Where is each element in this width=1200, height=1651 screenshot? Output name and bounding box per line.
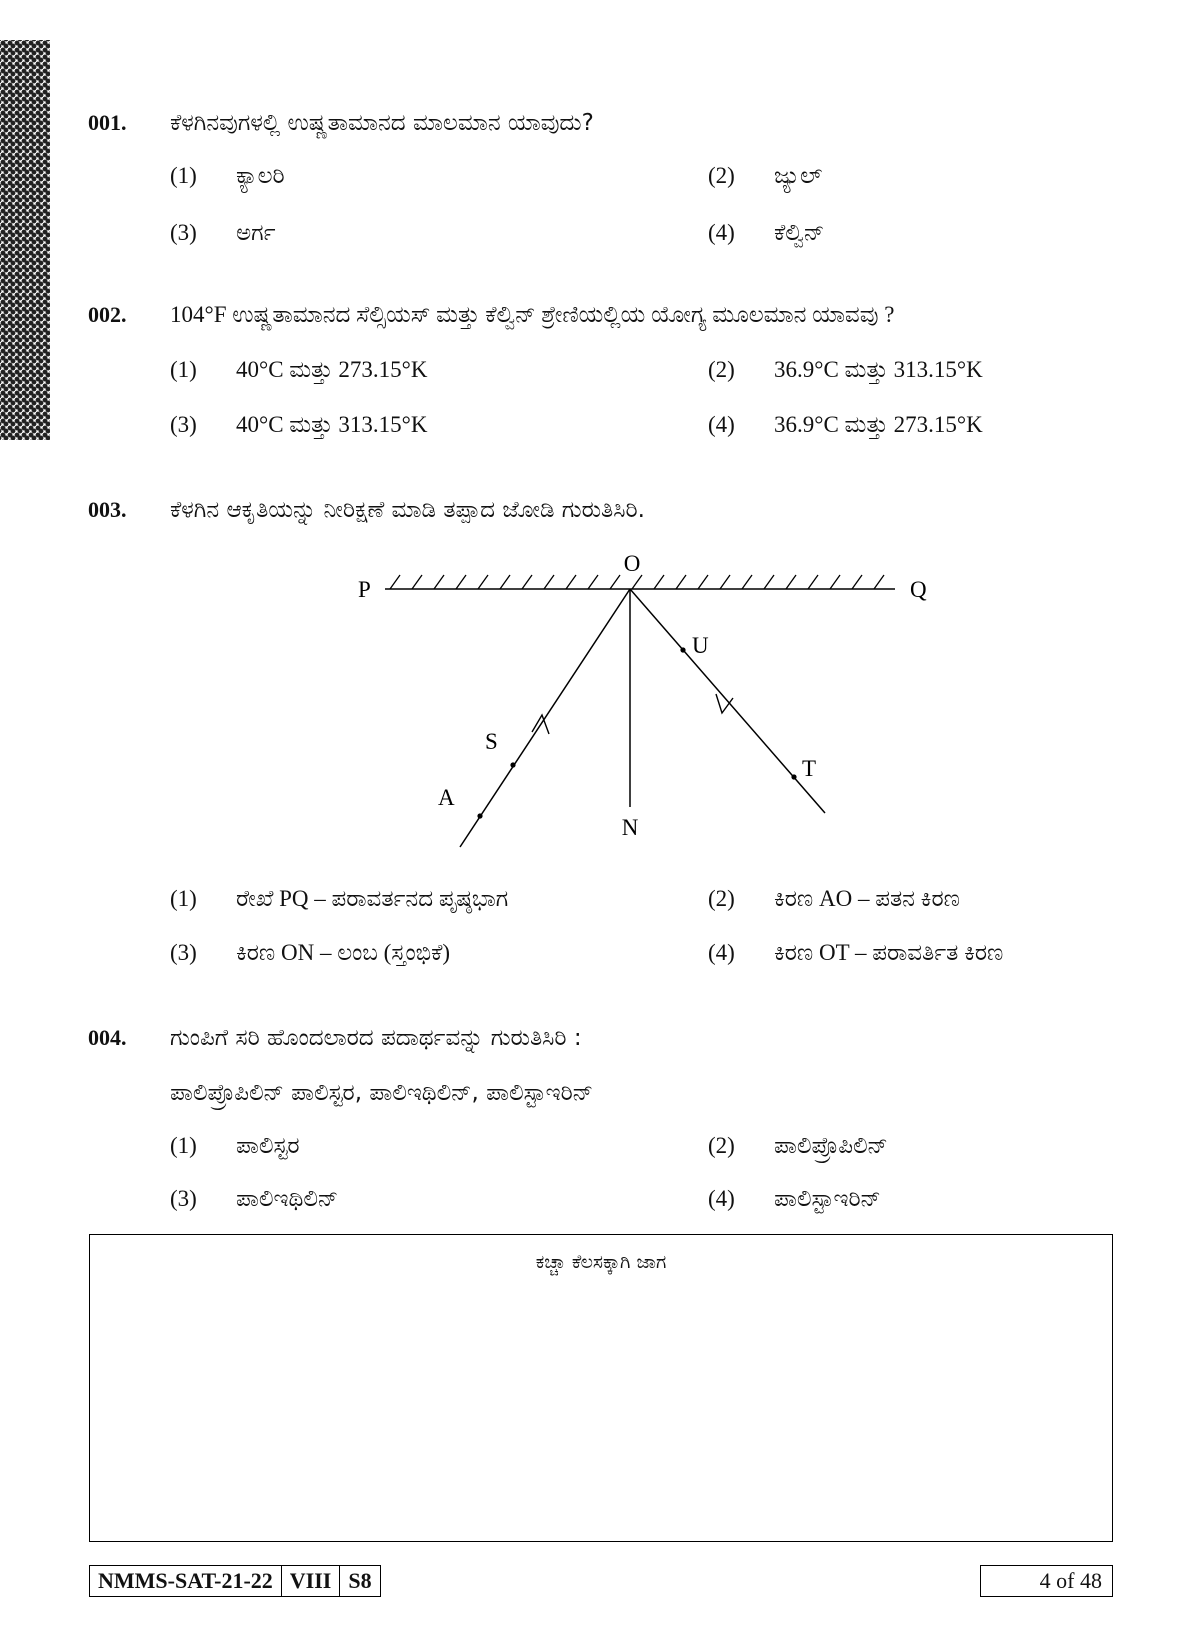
- option-number: (1): [170, 357, 197, 382]
- question-text: ಕೆಳಗಿನ ಆಕೃತಿಯನ್ನು ನೀರಿಕ್ಷಣೆ ಮಾಡಿ ತಪ್ಪಾದ ಜೋಡಿ ಗುರುತಿಸಿರಿ.: [170, 497, 645, 523]
- point-s: [510, 762, 515, 767]
- option: [170, 220, 276, 246]
- option-text: 36.9°C ಮತ್ತು 273.15°K: [774, 412, 983, 437]
- option-text: ಪಾಲಿಸ್ಟರ: [236, 1133, 300, 1158]
- question-number: 001.: [88, 110, 127, 135]
- option-number: (3): [170, 220, 197, 245]
- rough-work-box[interactable]: [89, 1234, 1113, 1542]
- option-text: ಪಾಲಿಸ್ಟಾಇರಿನ್: [774, 1186, 881, 1211]
- option: [708, 1133, 888, 1159]
- question-number: 003.: [88, 497, 127, 522]
- option-number: (4): [708, 220, 735, 245]
- option-text: 40°C ಮತ್ತು 313.15°K: [236, 412, 428, 437]
- question-number: 002.: [88, 302, 127, 327]
- label-s: S: [485, 729, 498, 754]
- option-text: ಪಾಲಿಇಥಿಲಿನ್: [236, 1186, 339, 1211]
- option-text: ಕಿರಣ ON – ಲಂಬ (ಸ್ತಂಭಿಕೆ): [236, 940, 451, 965]
- option: [170, 1133, 300, 1159]
- class-code: VIII: [282, 1566, 341, 1596]
- option-text: ಅರ್ಗ: [236, 220, 276, 245]
- option-number: (2): [708, 1133, 735, 1158]
- mirror-hatching: [390, 575, 884, 589]
- option: [708, 940, 1003, 966]
- question-text: 104°F ಉಷ್ಣತಾಮಾನದ ಸೆಲ್ಸಿಯಸ್ ಮತ್ತು ಕೆಲ್ವಿನ್ ಶ್ರೇಣಿಯಲ್ಲಿಯ ಯೋಗ್ಯ ಮೂಲಮಾನ ಯಾವವು ?: [170, 302, 895, 327]
- option: [170, 940, 450, 966]
- option: [708, 412, 983, 438]
- label-n: N: [621, 815, 639, 840]
- option: [708, 220, 824, 246]
- option-text: ಕಿರಣ AO – ಪತನ ಕಿರಣ: [774, 886, 960, 911]
- question-subtext: ಪಾಲಿಪ್ರೊಪಿಲಿನ್ ಪಾಲಿಸ್ಟರ, ಪಾಲಿಇಥಿಲಿನ್, ಪಾಲಿಸ್ಟಾಇರಿನ್: [170, 1080, 594, 1106]
- option: [170, 357, 427, 383]
- option: [708, 1186, 881, 1212]
- incident-ray-ao: [460, 589, 630, 847]
- exam-code: NMMS-SAT-21-22: [90, 1566, 282, 1596]
- option-number: (4): [708, 940, 735, 965]
- option-number: (1): [170, 1133, 197, 1158]
- option-number: (4): [708, 412, 735, 437]
- label-u: U: [692, 633, 709, 658]
- option: [708, 163, 822, 189]
- option: [708, 886, 960, 912]
- option-number: (3): [170, 412, 197, 437]
- paper-code-box: [89, 1565, 381, 1597]
- rough-work-title: ಕಚ್ಚಾ ಕೆಲಸಕ್ಕಾಗಿ ಜಾಗ: [535, 1251, 667, 1273]
- option-text: ಕ್ಯಾಲರಿ: [236, 163, 285, 188]
- reflection-diagram: [320, 535, 927, 855]
- option-number: (2): [708, 163, 735, 188]
- option: [170, 412, 427, 438]
- label-p: P: [358, 577, 371, 602]
- option: [170, 163, 285, 189]
- option-number: (2): [708, 886, 735, 911]
- option: [170, 886, 508, 912]
- option-number: (3): [170, 940, 197, 965]
- label-q: Q: [910, 577, 927, 602]
- option-text: ಕಿರಣ OT – ಪರಾವರ್ತಿತ ಕಿರಣ: [774, 940, 1004, 965]
- option-number: (3): [170, 1186, 197, 1211]
- question-text: ಗುಂಪಿಗೆ ಸರಿ ಹೊಂದಲಾರದ ಪದಾರ್ಥವನ್ನು ಗುರುತಿಸಿರಿ :: [170, 1025, 582, 1051]
- option-text: 40°C ಮತ್ತು 273.15°K: [236, 357, 428, 382]
- point-a: [477, 813, 482, 818]
- decorative-side-pattern: [0, 40, 50, 440]
- option: [708, 357, 983, 383]
- option-text: ಕೆಲ್ವಿನ್: [774, 220, 825, 245]
- reflected-ray-ot: [630, 589, 825, 813]
- option-text: ರೇಖೆ PQ – ಪರಾವರ್ತನದ ಪೃಷ್ಠಭಾಗ: [236, 886, 509, 911]
- label-o: O: [623, 551, 641, 576]
- label-a: A: [438, 785, 455, 810]
- series-code: S8: [348, 1568, 372, 1593]
- page-number: 4 of 48: [980, 1565, 1113, 1597]
- option-text: ಪಾಲಿಪ್ರೊಪಿಲಿನ್: [774, 1133, 888, 1158]
- point-t: [791, 774, 796, 779]
- option-number: (4): [708, 1186, 735, 1211]
- label-t: T: [802, 756, 817, 781]
- option-text: ಜ್ಯುಲ್: [774, 163, 823, 188]
- option-number: (1): [170, 886, 197, 911]
- option-number: (2): [708, 357, 735, 382]
- question-number: 004.: [88, 1025, 127, 1050]
- option-number: (1): [170, 163, 197, 188]
- option: [170, 1186, 338, 1212]
- option-text: 36.9°C ಮತ್ತು 313.15°K: [774, 357, 983, 382]
- point-u: [680, 647, 685, 652]
- question-text: ಕೆಳಗಿನವುಗಳಲ್ಲಿ ಉಷ್ಣತಾಮಾನದ ಮಾಲಮಾನ ಯಾವುದು?: [170, 110, 594, 136]
